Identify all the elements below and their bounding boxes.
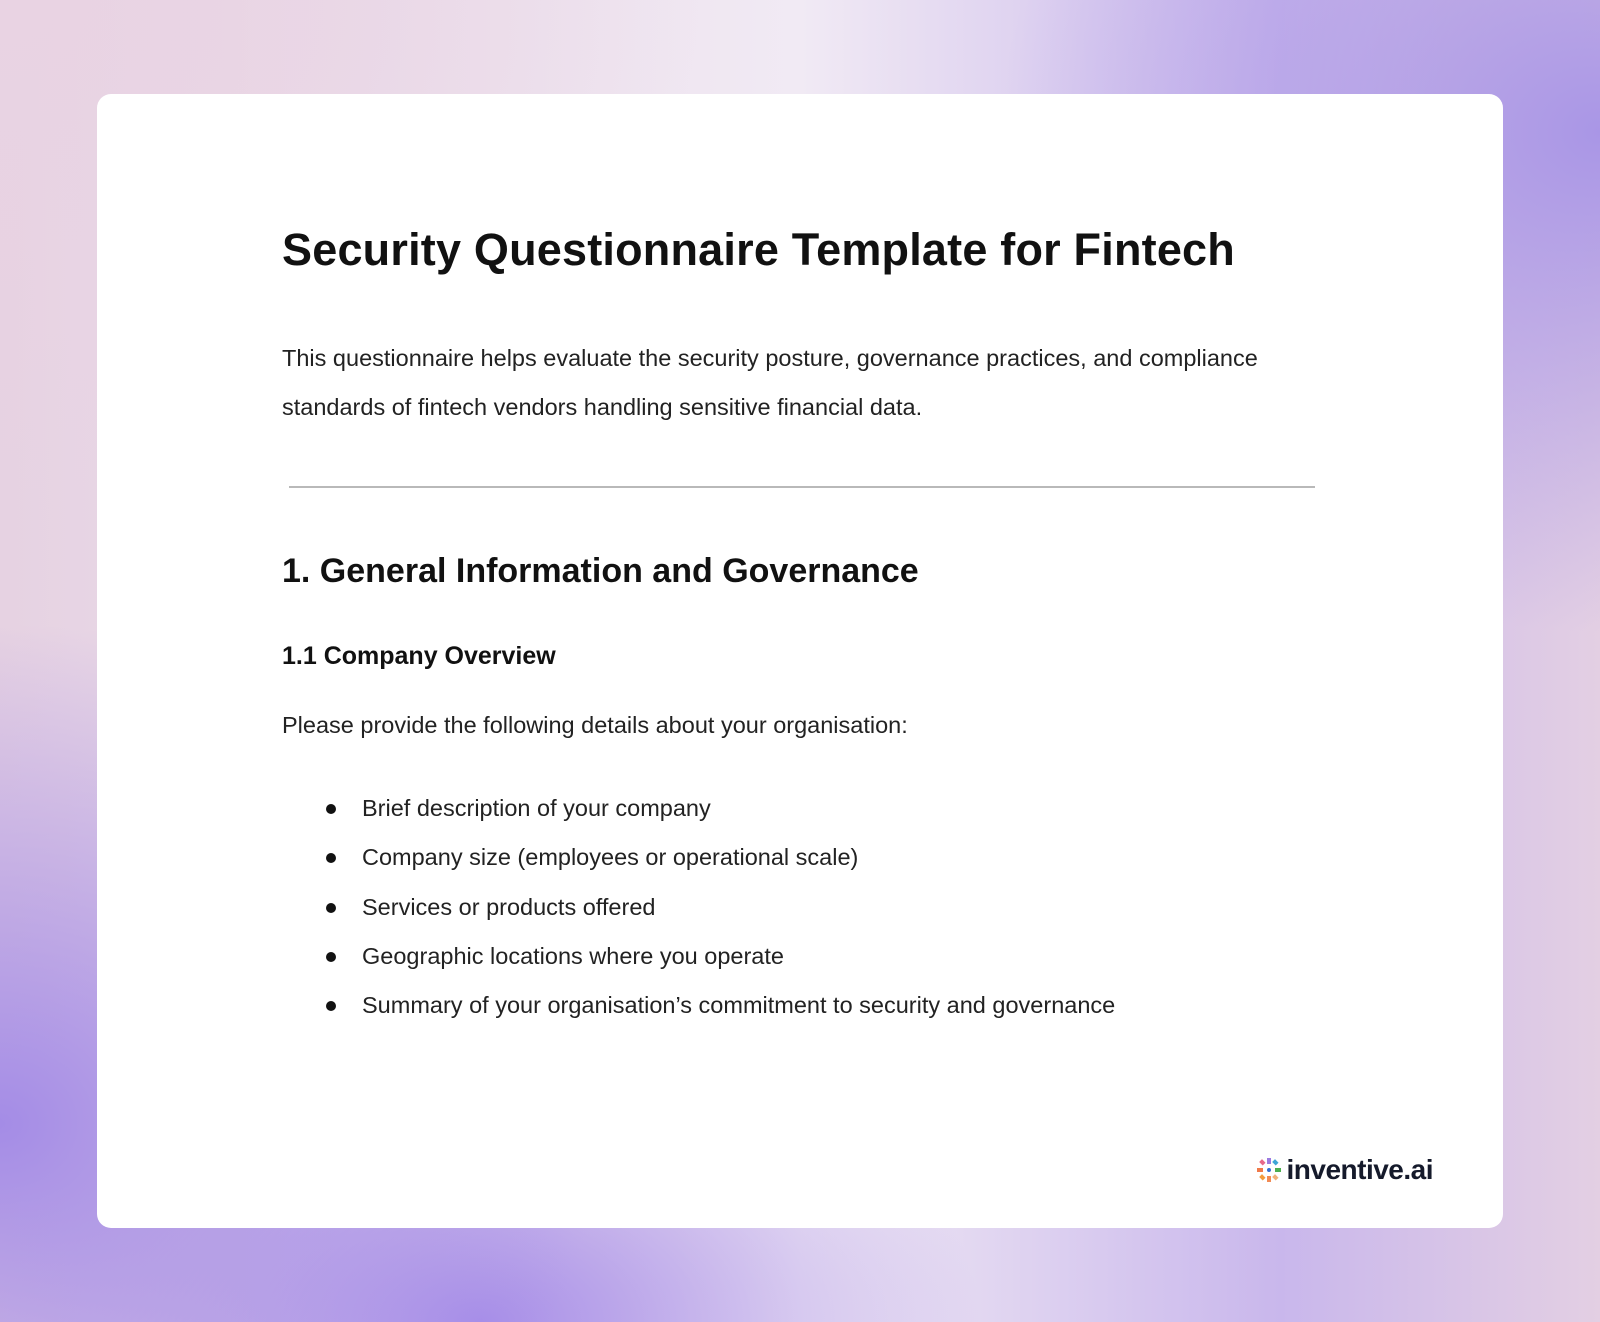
document-title: Security Questionnaire Template for Fintech: [282, 224, 1235, 275]
details-list: [282, 784, 1115, 1030]
bullet-icon: [326, 952, 336, 962]
bullet-icon: [326, 804, 336, 814]
section-heading: 1. General Information and Governance: [282, 552, 919, 590]
bullet-icon: [326, 1001, 336, 1011]
brand-logo: [1256, 1154, 1433, 1186]
list-item-text: Summary of your organisation’s commitment to security and governance: [362, 992, 1116, 1019]
divider: [289, 486, 1315, 488]
list-item-text: Brief description of your company: [362, 795, 711, 821]
document-card: [97, 94, 1503, 1228]
bullet-icon: [326, 853, 336, 863]
prompt-text: Please provide the following details about your organisation:: [282, 712, 908, 738]
list-item-text: Geographic locations where you operate: [362, 942, 784, 969]
list-item-text: Company size (employees or operational scale): [362, 844, 859, 871]
list-item: [282, 833, 1115, 882]
intro-paragraph: This questionnaire helps evaluate the security posture, governance practices, and compliance standards of fintech vendors handling sensitive financial data.: [282, 345, 1258, 420]
list-item-text: Services or products offered: [362, 893, 656, 920]
brand-name: inventive.ai: [1286, 1154, 1433, 1185]
list-item: [282, 981, 1115, 1030]
pinwheel-logo-icon: [1256, 1157, 1282, 1183]
list-item: [282, 932, 1115, 981]
bullet-icon: [326, 903, 336, 913]
list-item: [282, 883, 1115, 932]
list-item: [282, 784, 1115, 833]
subsection-heading: 1.1 Company Overview: [282, 642, 556, 670]
